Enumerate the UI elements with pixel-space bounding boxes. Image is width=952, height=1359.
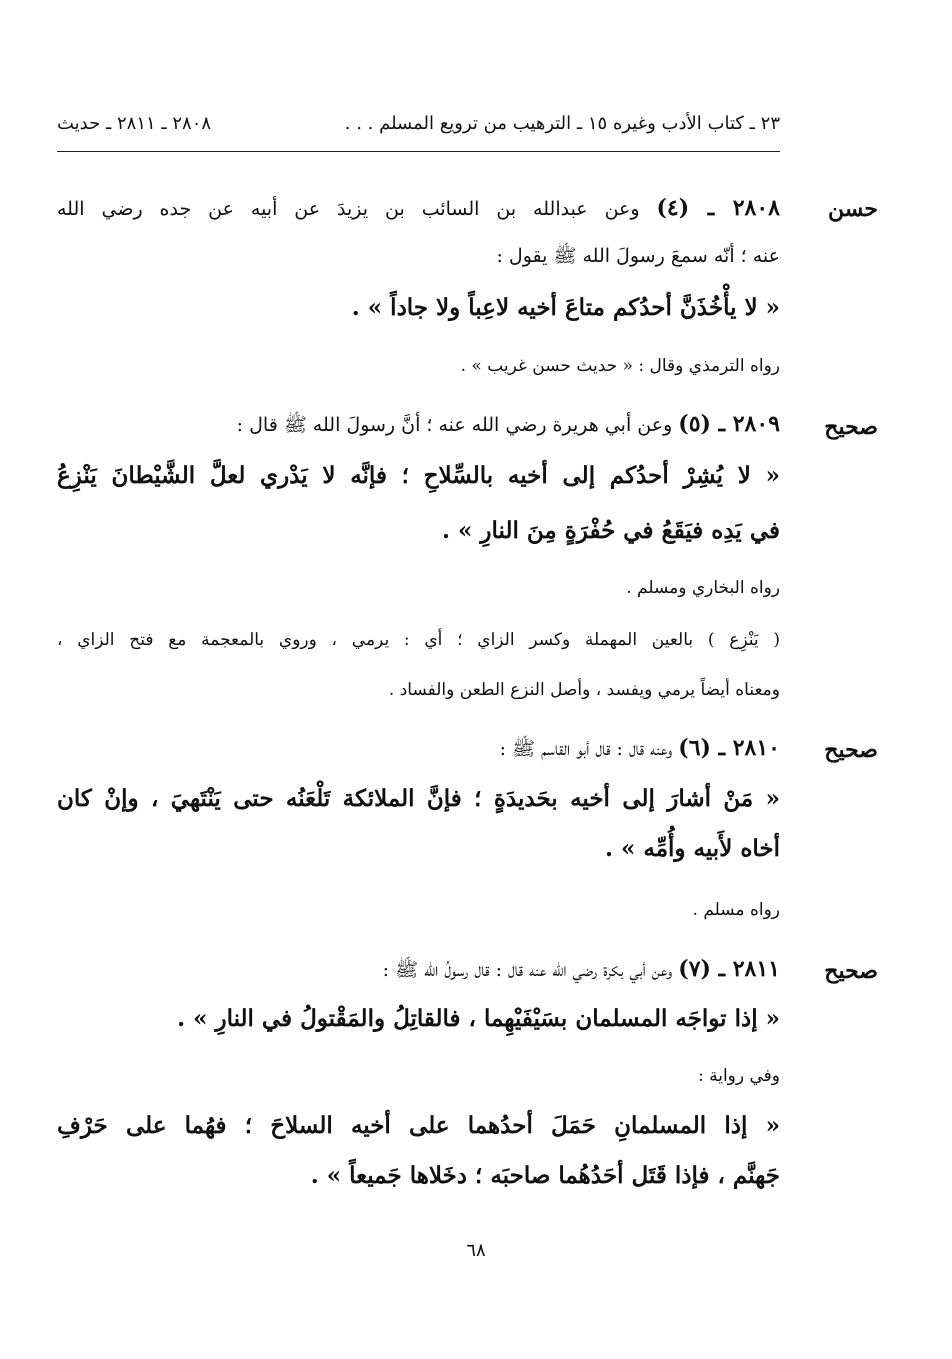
source-note: رواه الترمذي وقال : « حديث حسن غريب » . [460,356,780,376]
explanation-note: ومعناه أيضاً يرمي ويفسد ، وأصل النزع الطعن والفساد . [388,680,780,700]
hadith-number: ٢٨٠٩ ـ (٥) [678,411,780,437]
header-section: ١٥ ـ الترهيب من ترويع المسلم . . . [344,113,608,134]
hadith-text: أخاه لأَبيه وأُمِّه » . [604,835,780,862]
grade-label: صحيح [824,737,878,763]
hadith-number: ٢٨١١ ـ (٧) [678,956,780,982]
source-note: رواه البخاري ومسلم . [626,578,780,598]
source-note: رواه مسلم . [692,900,780,920]
grade-label: حسن [828,196,878,222]
hadith-text: « مَنْ أشارَ إلى أخيه بحَديدَةٍ ؛ فإنَّ الملائكة تَلْعَنُه حتى يَنْتَهيَ ، وإنْ كان [57,785,780,812]
hadith-line: ٢٨١١ ـ (٧) وعن أبي بكرة رضي الله عنه قال : قال رسولُ الله ﷺ : [382,956,780,982]
hadith-line: ٢٨١٠ ـ (٦) وعنه قال : قال أبو القاسم ﷺ : [499,735,780,761]
explanation-note: ( يَنْزِع ) بالعين المهملة وكسر الزاي ؛ أي : يرمي ، وروي بالمعجمة مع فتح الزاي ، [57,630,780,650]
header-divider [57,151,780,152]
narration-label: وفي رواية : [697,1066,780,1086]
hadith-text: « لا يُشِرْ أحدُكم إلى أخيه بالسِّلاحِ ؛ فإنَّه لا يَدْري لعلَّ الشَّيْطانَ يَنْزِعُ [57,462,781,489]
header-chapter: ٢٣ ـ كتاب الأدب وغيره [612,113,780,134]
hadith-number: ٢٨٠٨ ـ (٤) [656,195,780,221]
hadith-text: في يَدِه فيَقَعُ في حُفْرَةٍ مِنَ النارِ » . [442,517,780,544]
hadith-text: « إذا المسلمانِ حَمَلَ أحدُهما على أخيه السلاحَ ؛ فهُما على حَرْفِ [57,1112,780,1139]
hadith-text: « إذا تواجَه المسلمان بسَيْفَيْهِما ، فالقاتِلُ والمَقْتولُ في النارِ » . [177,1005,780,1032]
header-hadith-range: ٢٨٠٨ ـ ٢٨١١ ـ حديث [57,113,212,134]
hadith-line: عنه ؛ أنّه سمعَ رسولَ الله ﷺ يقول : [496,245,780,267]
hadith-text: « لا يأْخُذَنَّ أحدُكم متاعَ أخيه لاعِباً ولا جاداً » . [351,294,780,321]
hadith-line: ٢٨٠٩ ـ (٥) وعن أبي هريرة رضي الله عنه ؛ أنَّ رسولَ الله ﷺ قال : [236,411,780,437]
grade-label: صحيح [824,414,878,440]
hadith-number: ٢٨١٠ ـ (٦) [678,735,780,761]
grade-label: صحيح [824,958,878,984]
hadith-text: جَهنَّم ، فإذا قَتَل أحَدُهُما صاحبَه ؛ دخَلاها جَميعاً » . [310,1162,780,1189]
hadith-line: ٢٨٠٨ ـ (٤) وعن عبدالله بن السائب بن يزيدَ عن أبيه عن جده رضي الله [57,195,780,221]
page-number: ٦٨ [466,1240,486,1261]
